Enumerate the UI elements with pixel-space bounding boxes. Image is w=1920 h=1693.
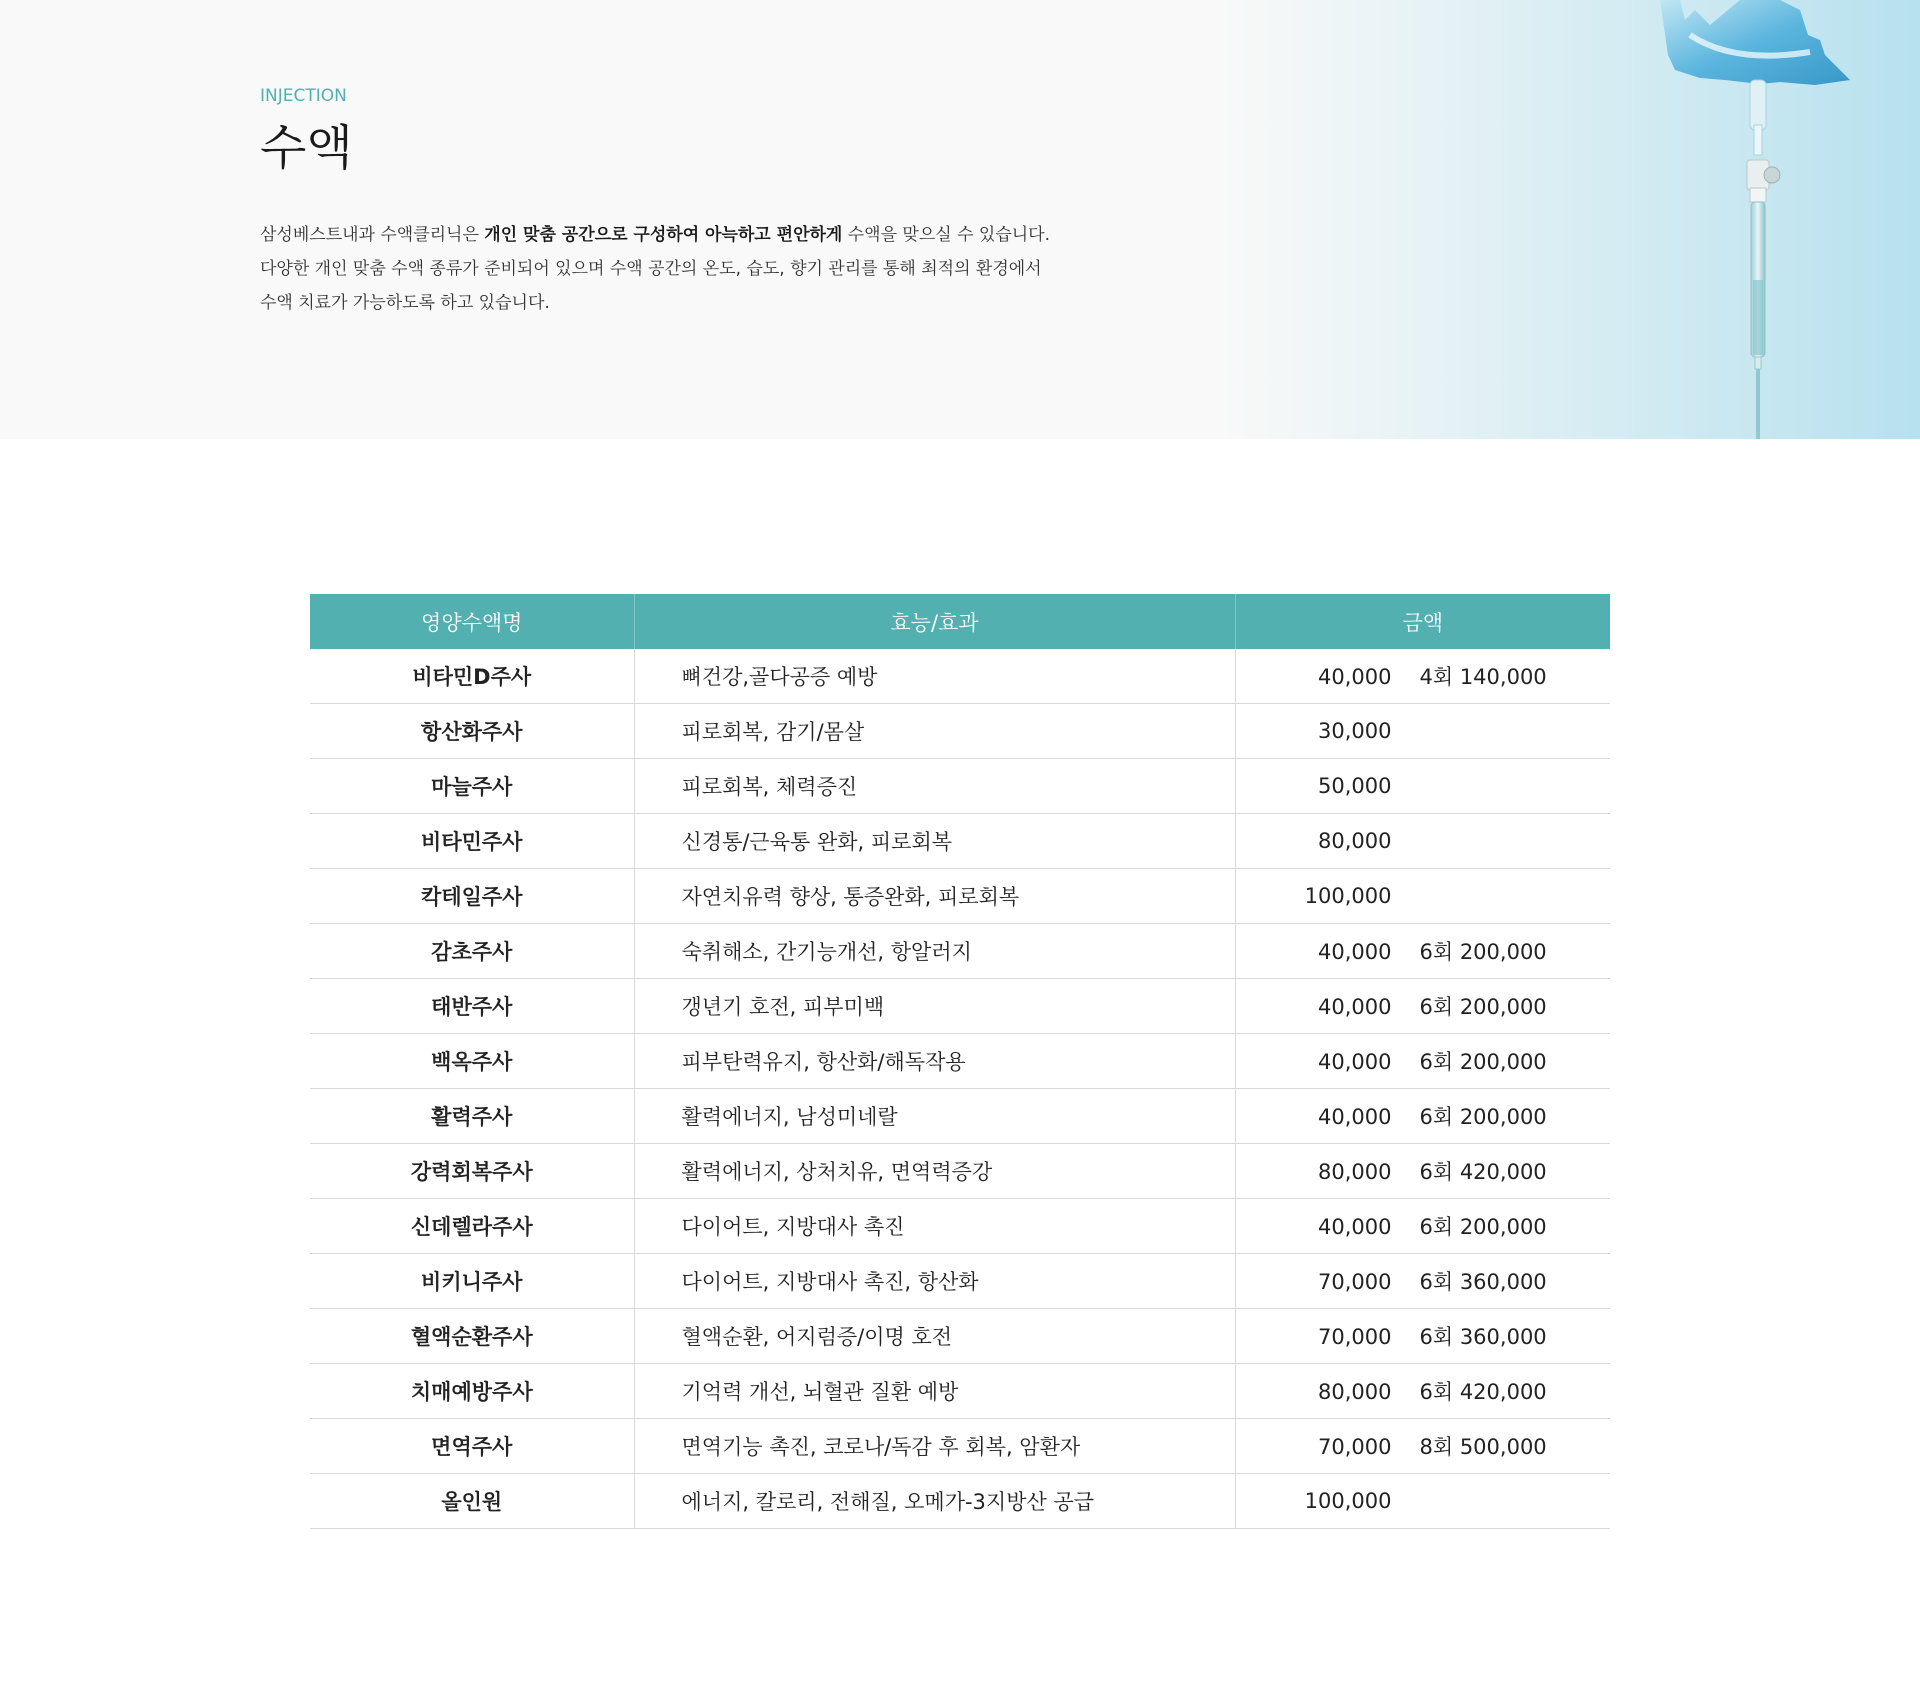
table-row bbox=[310, 1254, 1610, 1309]
hero-description bbox=[260, 218, 1160, 320]
injection-name: 면역주사 bbox=[310, 1419, 634, 1474]
price-table bbox=[310, 594, 1610, 1529]
package-price: 6회 200,000 bbox=[1419, 940, 1547, 964]
single-price: 40,000 bbox=[1318, 1105, 1392, 1129]
injection-effect: 갱년기 호전, 피부미백 bbox=[634, 979, 1235, 1034]
injection-price-cell bbox=[1235, 1199, 1610, 1254]
hero-description-line-3: 수액 치료가 가능하도록 하고 있습니다. bbox=[260, 293, 550, 313]
single-price: 100,000 bbox=[1304, 1489, 1392, 1513]
injection-name: 올인원 bbox=[310, 1474, 634, 1529]
injection-name: 강력회복주사 bbox=[310, 1144, 634, 1199]
package-price: 6회 200,000 bbox=[1419, 1215, 1547, 1239]
table-row bbox=[310, 1474, 1610, 1529]
injection-price-cell bbox=[1235, 1089, 1610, 1144]
hero-text bbox=[260, 84, 1160, 320]
injection-name: 마늘주사 bbox=[310, 759, 634, 814]
package-price: 8회 500,000 bbox=[1419, 1435, 1547, 1459]
injection-name: 비키니주사 bbox=[310, 1254, 634, 1309]
package-price: 6회 200,000 bbox=[1419, 1105, 1547, 1129]
injection-price-cell bbox=[1235, 1474, 1610, 1529]
injection-effect: 피부탄력유지, 항산화/해독작용 bbox=[634, 1034, 1235, 1089]
package-price: 6회 200,000 bbox=[1419, 995, 1547, 1019]
injection-price-cell bbox=[1235, 1034, 1610, 1089]
single-price: 40,000 bbox=[1318, 940, 1392, 964]
injection-price-cell bbox=[1235, 1309, 1610, 1364]
injection-name: 감초주사 bbox=[310, 924, 634, 979]
single-price: 30,000 bbox=[1318, 719, 1392, 743]
table-row bbox=[310, 704, 1610, 759]
single-price: 70,000 bbox=[1318, 1435, 1392, 1459]
injection-name: 혈액순환주사 bbox=[310, 1309, 634, 1364]
injection-effect: 다이어트, 지방대사 촉진, 항산화 bbox=[634, 1254, 1235, 1309]
injection-price-cell bbox=[1235, 979, 1610, 1034]
injection-effect: 피로회복, 감기/몸살 bbox=[634, 704, 1235, 759]
single-price: 70,000 bbox=[1318, 1325, 1392, 1349]
table-row bbox=[310, 759, 1610, 814]
injection-name: 활력주사 bbox=[310, 1089, 634, 1144]
table-header-row bbox=[310, 594, 1610, 649]
hero-description-line-1: 삼성베스트내과 수액클리닉은 개인 맞춤 공간으로 구성하여 아늑하고 편안하게 수액을 맞으실 수 있습니다. bbox=[260, 225, 1051, 245]
table-row bbox=[310, 1364, 1610, 1419]
injection-name: 항산화주사 bbox=[310, 704, 634, 759]
package-price: 6회 420,000 bbox=[1419, 1380, 1547, 1404]
injection-effect: 에너지, 칼로리, 전해질, 오메가-3지방산 공급 bbox=[634, 1474, 1235, 1529]
injection-name: 치매예방주사 bbox=[310, 1364, 634, 1419]
injection-effect: 혈액순환, 어지럼증/이명 호전 bbox=[634, 1309, 1235, 1364]
injection-name: 태반주사 bbox=[310, 979, 634, 1034]
injection-effect: 활력에너지, 남성미네랄 bbox=[634, 1089, 1235, 1144]
injection-effect: 면역기능 촉진, 코로나/독감 후 회복, 암환자 bbox=[634, 1419, 1235, 1474]
injection-name: 비타민주사 bbox=[310, 814, 634, 869]
table-row bbox=[310, 869, 1610, 924]
single-price: 100,000 bbox=[1304, 884, 1392, 908]
injection-price-cell bbox=[1235, 924, 1610, 979]
table-row bbox=[310, 1199, 1610, 1254]
injection-effect: 신경통/근육통 완화, 피로회복 bbox=[634, 814, 1235, 869]
injection-name: 칵테일주사 bbox=[310, 869, 634, 924]
injection-effect: 뼈건강,골다공증 예방 bbox=[634, 649, 1235, 704]
hero-section bbox=[0, 0, 1920, 439]
single-price: 40,000 bbox=[1318, 1050, 1392, 1074]
single-price: 40,000 bbox=[1318, 995, 1392, 1019]
package-price: 6회 360,000 bbox=[1419, 1270, 1547, 1294]
injection-price-cell bbox=[1235, 759, 1610, 814]
table-row bbox=[310, 1309, 1610, 1364]
injection-effect: 활력에너지, 상처치유, 면역력증강 bbox=[634, 1144, 1235, 1199]
section-eyebrow: INJECTION bbox=[260, 86, 347, 106]
table-row bbox=[310, 1034, 1610, 1089]
single-price: 80,000 bbox=[1318, 1380, 1392, 1404]
injection-effect: 숙취해소, 간기능개선, 항알러지 bbox=[634, 924, 1235, 979]
injection-price-cell bbox=[1235, 1254, 1610, 1309]
injection-effect: 다이어트, 지방대사 촉진 bbox=[634, 1199, 1235, 1254]
injection-price-cell bbox=[1235, 1144, 1610, 1199]
single-price: 80,000 bbox=[1318, 829, 1392, 853]
iv-drip-bag-image bbox=[1220, 0, 1920, 439]
table-row bbox=[310, 1089, 1610, 1144]
table-row bbox=[310, 1144, 1610, 1199]
injection-price-cell bbox=[1235, 649, 1610, 704]
package-price: 6회 420,000 bbox=[1419, 1160, 1547, 1184]
column-header-price: 금액 bbox=[1235, 594, 1610, 649]
column-header-name: 영양수액명 bbox=[310, 594, 634, 649]
injection-effect: 기억력 개선, 뇌혈관 질환 예방 bbox=[634, 1364, 1235, 1419]
single-price: 80,000 bbox=[1318, 1160, 1392, 1184]
table-row bbox=[310, 1419, 1610, 1474]
injection-name: 백옥주사 bbox=[310, 1034, 634, 1089]
table-row bbox=[310, 814, 1610, 869]
package-price: 6회 360,000 bbox=[1419, 1325, 1547, 1349]
hero-description-line-2: 다양한 개인 맞춤 수액 종류가 준비되어 있으며 수액 공간의 온도, 습도, 향기 관리를 통해 최적의 환경에서 bbox=[260, 259, 1042, 279]
single-price: 40,000 bbox=[1318, 1215, 1392, 1239]
table-row bbox=[310, 979, 1610, 1034]
package-price: 6회 200,000 bbox=[1419, 1050, 1547, 1074]
injection-price-cell bbox=[1235, 1419, 1610, 1474]
price-table-container bbox=[310, 594, 1610, 1529]
single-price: 70,000 bbox=[1318, 1270, 1392, 1294]
single-price: 50,000 bbox=[1318, 774, 1392, 798]
table-row bbox=[310, 924, 1610, 979]
column-header-effect: 효능/효과 bbox=[634, 594, 1235, 649]
injection-effect: 자연치유력 향상, 통증완화, 피로회복 bbox=[634, 869, 1235, 924]
injection-price-cell bbox=[1235, 704, 1610, 759]
injection-price-cell bbox=[1235, 869, 1610, 924]
injection-effect: 피로회복, 체력증진 bbox=[634, 759, 1235, 814]
injection-name: 비타민D주사 bbox=[310, 649, 634, 704]
table-row bbox=[310, 649, 1610, 704]
injection-price-cell bbox=[1235, 814, 1610, 869]
injection-name: 신데렐라주사 bbox=[310, 1199, 634, 1254]
single-price: 40,000 bbox=[1318, 665, 1392, 689]
page-title: 수액 bbox=[260, 120, 353, 176]
package-price: 4회 140,000 bbox=[1419, 665, 1547, 689]
injection-price-cell bbox=[1235, 1364, 1610, 1419]
